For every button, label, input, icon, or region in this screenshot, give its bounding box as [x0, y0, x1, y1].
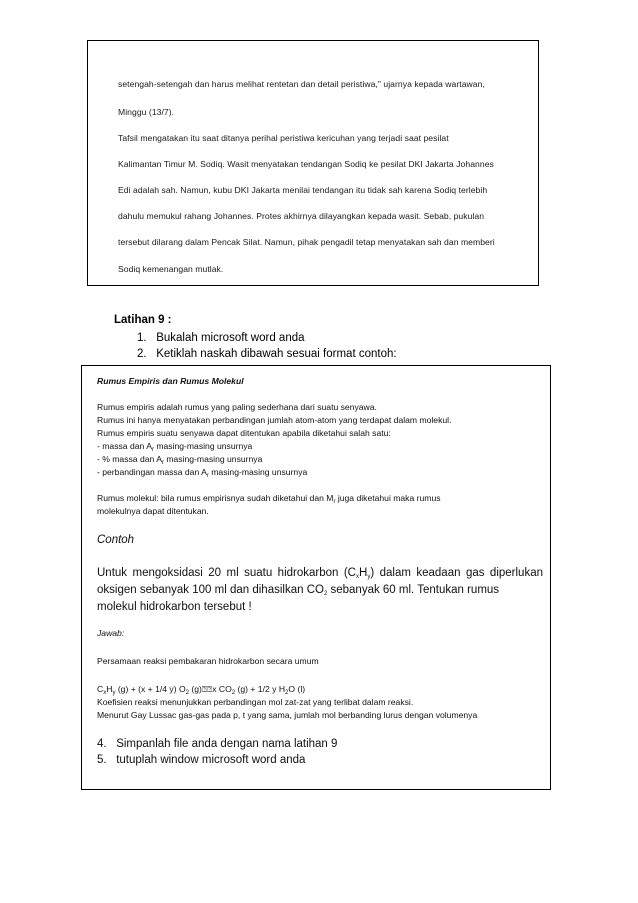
- body-line: Koefisien reaksi menunjukkan perbandingan mol zat-zat yang terlibat dalam reaksi.: [97, 697, 414, 707]
- exercise-step: [97, 754, 305, 766]
- excerpt-line: Sodiq kemenangan mutlak.: [118, 264, 224, 274]
- step-number: 2.: [137, 348, 147, 360]
- excerpt-line: tersebut dilarang dalam Pencak Silat. Namun, pihak pengadil tetap menyatakan sah dan memberi: [118, 237, 495, 247]
- list-line: - % massa dan $A_r$ masing-masing unsurnya: [97, 454, 263, 466]
- excerpt-line: Kalimantan Timur M. Sodiq. Wasit menyatakan tendangan Sodiq ke pesilat DKI Jakarta Johannes: [118, 159, 494, 169]
- exercise-step: [97, 738, 337, 750]
- body-line: molekulnya dapat ditentukan.: [97, 506, 209, 516]
- body-line: Persamaan reaksi pembakaran hidrokarbon secara umum: [97, 656, 319, 666]
- body-line: Menurut Gay Lussac gas-gas pada p, t yang sama, jumlah mol berbanding lurus dengan volumenya: [97, 710, 478, 720]
- step-number: 5.: [97, 754, 107, 766]
- step-text: Bukalah microsoft word anda: [156, 332, 305, 344]
- exercise-step: [137, 330, 397, 346]
- step-number: 1.: [137, 332, 147, 344]
- list-line: - massa dan $A_r$ masing-masing unsurnya: [97, 441, 253, 453]
- step-text: Simpanlah file anda dengan nama latihan 9: [116, 738, 338, 750]
- excerpt-line: setengah-setengah dan harus melihat rentetan dan detail peristiwa," ujarnya kepada wartawan,: [118, 79, 485, 89]
- reaction-equation: $C_xH_y$ (g) + (x + 1/4 y) $O_2$ (g)⍰⍰x $CO_2$ (g) + 1/2 y $H_2O$ (l): [97, 684, 306, 696]
- excerpt-line: Minggu (13/7).: [118, 107, 175, 117]
- body-line: Rumus empiris adalah rumus yang paling sederhana dari suatu senyawa.: [97, 402, 377, 412]
- body-line: Rumus empiris suatu senyawa dapat ditentukan apabila diketahui salah satu:: [97, 428, 391, 438]
- format-example-box: [81, 365, 551, 790]
- excerpt-line: dahulu memukul rahang Johannes. Protes akhirnya dilayangkan kepada wasit. Sebab, pukulan: [118, 211, 485, 221]
- section-heading: Rumus Empiris dan Rumus Molekul: [97, 376, 244, 386]
- body-line: Rumus molekul: bila rumus empirisnya sudah diketahui dan $M_r$ juga diketahui maka rumus: [97, 493, 441, 505]
- exercise-title: Latihan 9 :: [114, 314, 172, 326]
- article-excerpt-box: [87, 40, 539, 286]
- list-line: - perbandingan massa dan $A_r$ masing-masing unsurnya: [97, 467, 308, 479]
- answer-label: Jawab:: [97, 628, 125, 638]
- step-text: Ketiklah naskah dibawah sesuai format contoh:: [156, 348, 397, 360]
- body-line: Rumus ini hanya menyatakan perbandingan jumlah atom-atom yang terdapat dalam molekul.: [97, 415, 452, 425]
- exercise-steps: [137, 330, 397, 362]
- excerpt-line: Tafsil mengatakan itu saat ditanya perihal peristiwa kericuhan yang terjadi saat pesilat: [118, 133, 449, 143]
- step-text: tutuplah window microsoft word anda: [116, 754, 306, 766]
- problem-paragraph: Untuk mengoksidasi 20 ml suatu hidrokarbon $(C_xH_y)$ dalam keadaan gas diperlukan oksigen sebanyak 100 ml dan dihasilkan $CO_2$ sebanyak 60 ml. Tentukan rumus molekul hidrokarbon tersebut !: [97, 567, 543, 613]
- step-number: 4.: [97, 738, 107, 750]
- excerpt-line: Edi adalah sah. Namun, kubu DKI Jakarta menilai tendangan itu tidak sah karena Sodiq terlebih: [118, 185, 488, 195]
- exercise-step: [137, 346, 397, 362]
- example-heading: Contoh: [97, 534, 135, 546]
